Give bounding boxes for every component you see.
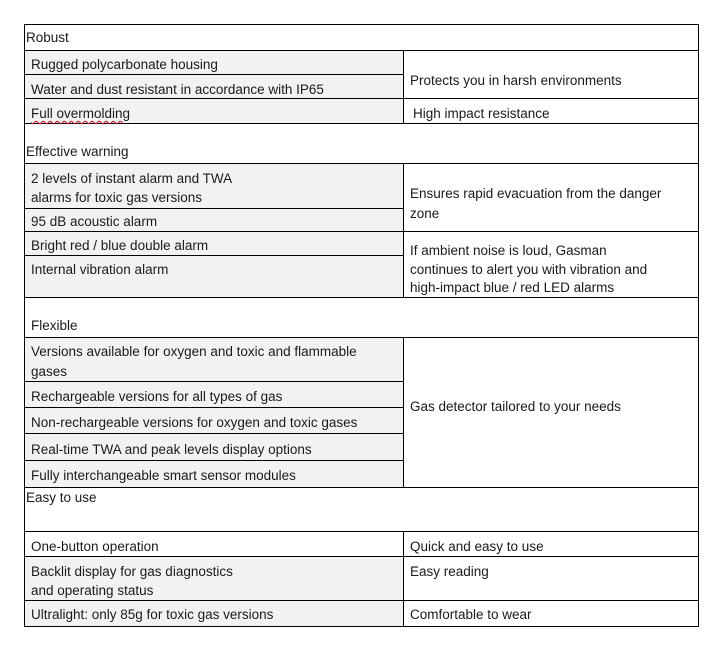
rule [24,74,403,75]
rule [24,556,699,557]
rule [24,50,699,51]
rule [24,163,699,164]
feature-table [24,24,699,627]
benefit-cell: Easy reading [410,564,489,579]
rule [24,600,699,601]
rule [24,626,699,627]
feature-cell: 2 levels of instant alarm and TWA [31,171,233,186]
benefit-cell: high-impact blue / red LED alarms [410,280,615,295]
feature-cell-text: Full overmolding [31,106,131,121]
rule [24,381,403,382]
benefit-cell: Quick and easy to use [410,539,544,554]
feature-cell: Fully interchangeable smart sensor modules [31,468,296,483]
rule [24,231,699,232]
rule [24,24,699,25]
benefit-cell: continues to alert you with vibration and [410,262,648,277]
rule [24,460,403,461]
feature-cell: Non-rechargeable versions for oxygen and toxic gases [31,415,358,430]
benefit-cell: Gas detector tailored to your needs [410,399,621,414]
feature-cell: Bright red / blue double alarm [31,238,209,253]
section-title: Easy to use [26,490,97,505]
benefit-cell: Comfortable to wear [410,607,532,622]
rule [403,163,404,298]
rule [24,255,403,256]
feature-cell: Real-time TWA and peak levels display options [31,442,312,457]
feature-cell: gases [31,364,68,379]
rule [24,123,699,124]
feature-cell: Backlit display for gas diagnostics [31,564,233,579]
rule [24,487,699,488]
feature-cell: One-button operation [31,539,159,554]
benefit-cell: zone [410,206,440,221]
rule [24,531,699,532]
rule [24,337,699,338]
feature-cell: Water and dust resistant in accordance with IP65 [31,82,324,97]
rule [24,24,25,627]
benefit-cell: High impact resistance [413,106,550,121]
feature-cell: alarms for toxic gas versions [31,190,203,205]
feature-cell: and operating status [31,583,154,598]
rule [24,208,403,209]
rule [24,297,699,298]
benefit-cell: Protects you in harsh environments [410,73,622,88]
feature-cell: Rechargeable versions for all types of gas [31,389,283,404]
benefit-cell: If ambient noise is loud, Gasman [410,243,607,258]
rule [698,24,699,627]
rule [403,50,404,124]
rule [403,531,404,627]
section-title: Robust [26,30,69,45]
feature-cell [31,104,130,123]
rule [24,407,403,408]
feature-cell: Ultralight: only 85g for toxic gas versions [31,607,274,622]
rule [24,433,403,434]
section-title: Effective warning [26,144,129,159]
feature-cell: Versions available for oxygen and toxic and flammable [31,344,357,359]
feature-cell: Internal vibration alarm [31,262,169,277]
feature-cell: 95 dB acoustic alarm [31,214,158,229]
benefit-cell: Ensures rapid evacuation from the danger [410,186,662,201]
section-title: Flexible [31,318,78,333]
rule [403,337,404,488]
feature-cell: Rugged polycarbonate housing [31,57,218,72]
